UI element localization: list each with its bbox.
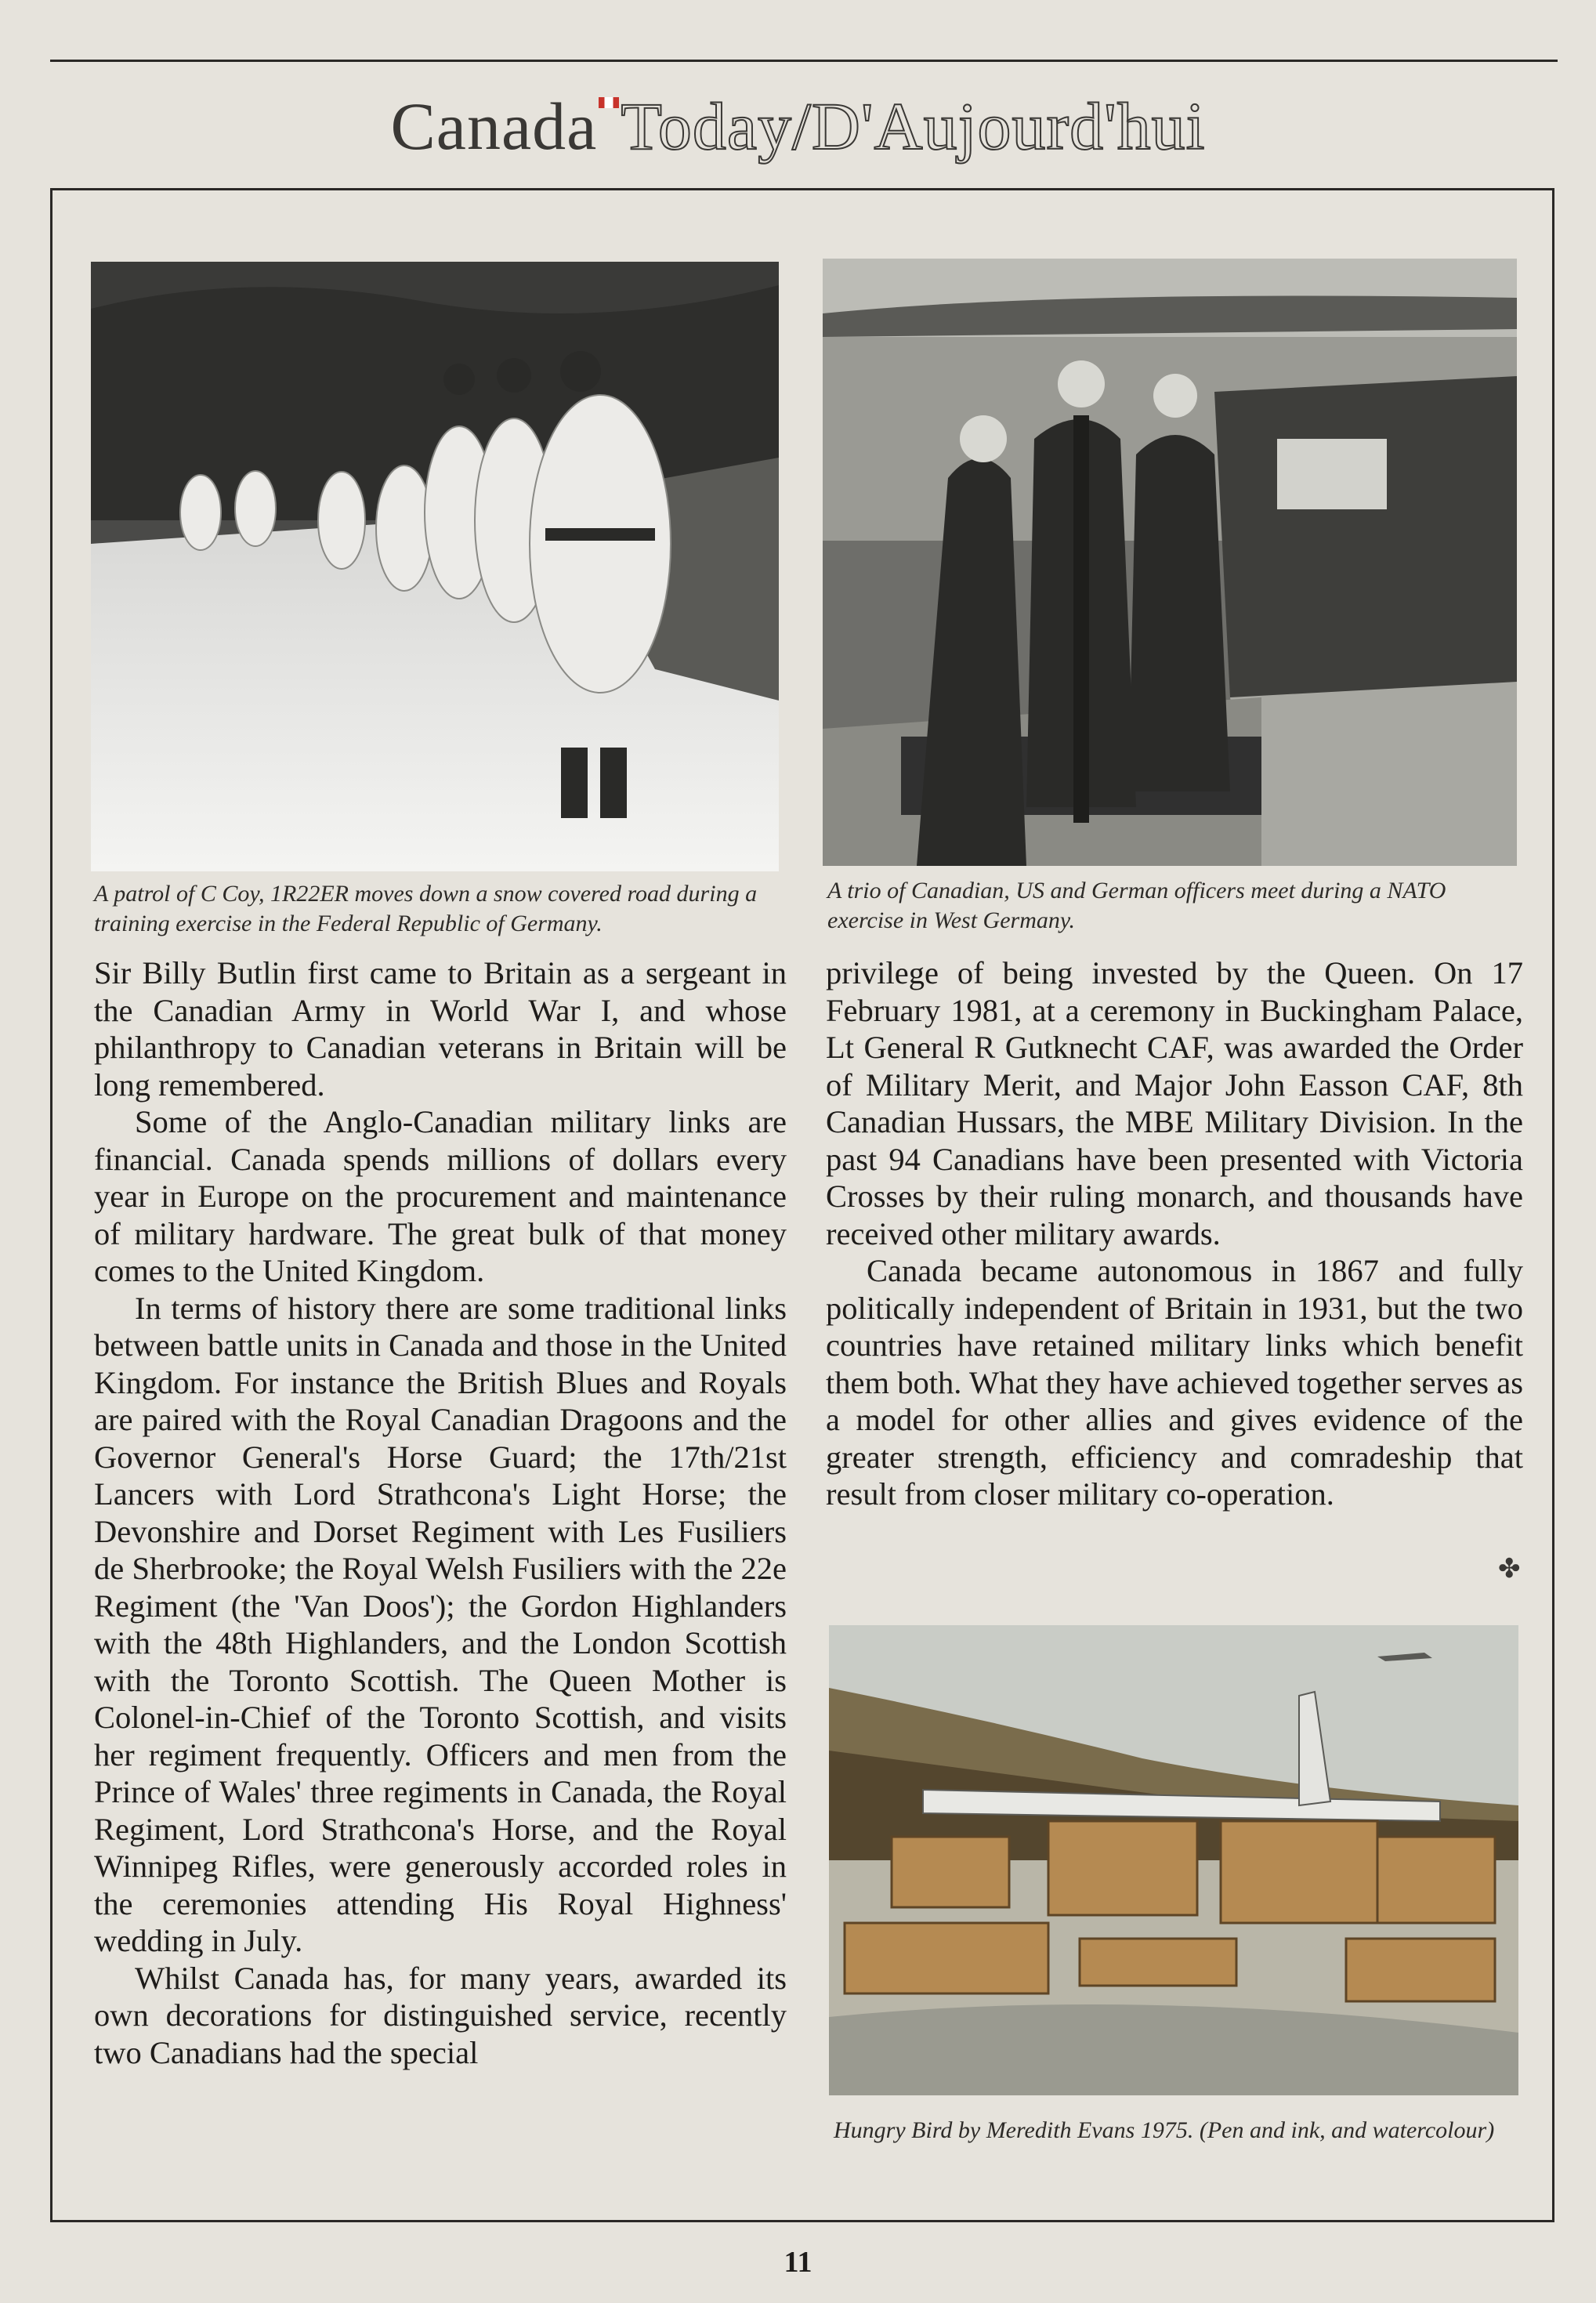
article-paragraph: Sir Billy Butlin first came to Britain as a sergeant in the Canadian Army in World War I, and whose philanthropy to Canadian veterans in Britain will be long remembered.	[94, 955, 787, 1103]
page-number: 11	[784, 2246, 812, 2279]
painting-caption: Hungry Bird by Meredith Evans 1975. (Pen and ink, and watercolour)	[834, 2117, 1495, 2143]
masthead-today: Today/D'Aujourd'hui	[621, 89, 1206, 164]
canada-flag-icon	[599, 97, 619, 108]
end-mark-icon: ✤	[1498, 1555, 1521, 1584]
patrol-photo	[91, 262, 779, 871]
trio-caption: A trio of Canadian, US and German officers meet during a NATO exercise in West Germany.	[827, 878, 1446, 933]
article-paragraph: Some of the Anglo-Canadian military links are financial. Canada spends millions of dollars every year in Europe on the procurement and maintenance of military hardware. The great bulk of that money comes to the United Kingdom.	[94, 1104, 787, 1288]
painting-image	[829, 1625, 1518, 2095]
trio-photo	[823, 259, 1517, 866]
article-paragraph: Canada became autonomous in 1867 and fully politically independent of Britain in 1931, but the two countries have retained military links which benefit them both. What they have achieved together serves as a model for other allies and gives evidence of the greater strength, efficiency and comradeship that result from closer military co-operation.	[826, 1253, 1523, 1512]
masthead	[0, 89, 1596, 164]
article-right-column	[826, 954, 1523, 1513]
article-paragraph: In terms of history there are some traditional links between battle units in Canada and those in the United Kingdom. For instance the British Blues and Royals are paired with the Royal Canadian Dragoons and the Governor General's Horse Guard; the 17th/21st Lancers with Lord Strathcona's Light Horse; the Devonshire and Dorset Regiment with Les Fusiliers de Sherbrooke; the Royal Welsh Fusiliers with the 22e Regiment (the 'Van Doos'); the Gordon Highlanders with the 48th Highlanders, and the London Scottish with the Toronto Scottish. The Queen Mother is Colonel-in-Chief of the Toronto Scottish, and visits her regiment frequently. Officers and men from the Prince of Wales' three regiments in Canada, the Royal Regiment, Lord Strathcona's Horse, and the Royal Winnipeg Rifles, were generously accorded roles in the ceremonies attending His Royal Highness' wedding in July.	[94, 1290, 787, 1958]
article-left-column	[94, 954, 787, 2071]
masthead-a: a	[566, 89, 598, 164]
masthead-canad: Canad	[390, 89, 567, 164]
patrol-caption: A patrol of C Coy, 1R22ER moves down a snow covered road during a training exercise in the Federal Republic of Germany.	[94, 881, 758, 936]
article-paragraph: Whilst Canada has, for many years, awarded its own decorations for distinguished service, recently two Canadians had the special	[94, 1960, 787, 2070]
article-paragraph: privilege of being invested by the Queen. On 17 February 1981, at a ceremony in Buckingham Palace, Lt General R Gutknecht CAF, was awarded the Order of Military Merit, and Major John Easson CAF, 8th Canadian Hussars, the MBE Military Division. In the past 94 Canadians have been presented with Victoria Crosses by their ruling monarch, and thousands have received other military awards.	[826, 955, 1523, 1251]
top-rule	[50, 60, 1558, 62]
